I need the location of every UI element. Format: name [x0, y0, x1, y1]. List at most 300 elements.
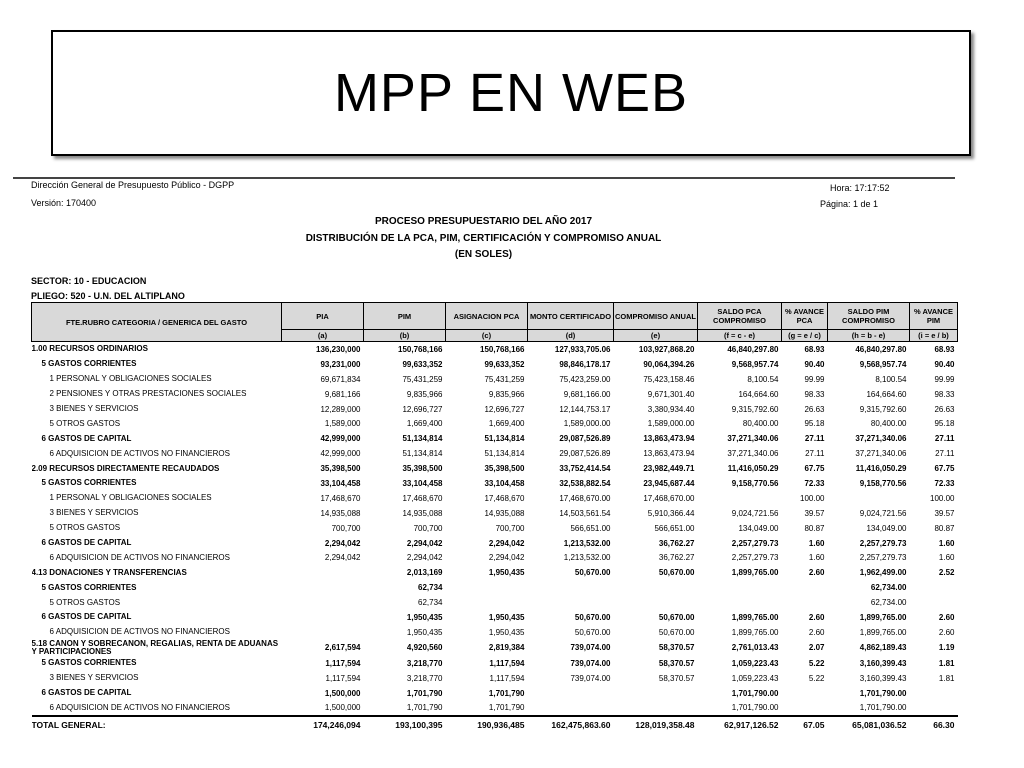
table-cell: 14,935,088 — [484, 508, 525, 518]
column-code: (d) — [528, 330, 614, 342]
table-cell: 62,734.00 — [870, 598, 907, 608]
table-cell — [782, 700, 828, 716]
table-cell: 2.60 — [808, 612, 825, 622]
table-cell — [282, 610, 364, 625]
table-cell: 58,370.57 — [658, 658, 695, 668]
row-label: 6 GASTOS DE CAPITAL — [41, 433, 132, 443]
table-row — [32, 686, 958, 701]
table-cell: 193,100,395 — [364, 716, 446, 732]
table-cell: 27.11 — [804, 434, 825, 444]
table-cell: 1,059,223.43 — [731, 658, 779, 668]
table-cell: 90.40 — [934, 359, 955, 369]
table-cell: 50,670.00 — [658, 612, 695, 622]
table-cell: 3,160,399.43 — [859, 658, 907, 668]
table-cell: 11,416,050.29 — [855, 464, 907, 474]
table-cell: 75,431,259 — [484, 374, 525, 384]
table-cell: 80.87 — [934, 523, 955, 533]
table-cell: 2,294,042 — [406, 538, 443, 548]
table-cell: 700,700 — [413, 523, 443, 533]
table-cell: 46,840,297.80 — [727, 344, 779, 354]
table-cell: 1.81 — [938, 673, 955, 683]
table-cell: 1,059,223.43 — [731, 673, 779, 683]
table-cell: 162,475,863.60 — [528, 716, 614, 732]
row-label: 2 PENSIONES Y OTRAS PRESTACIONES SOCIALES — [49, 389, 247, 399]
column-header: PIA — [282, 303, 364, 330]
table-cell: 13,863,473.94 — [643, 434, 695, 444]
table-row — [32, 506, 958, 521]
table-header-row — [32, 303, 958, 330]
table-cell: 134,049.00 — [866, 523, 907, 533]
table-cell — [614, 700, 698, 716]
table-cell: 1,950,435 — [406, 612, 443, 622]
column-code: (i = e / b) — [910, 330, 958, 342]
table-cell — [528, 580, 614, 595]
table-cell: 2.60 — [808, 627, 825, 637]
table-cell: 2,294,042 — [324, 553, 361, 563]
table-cell: 93,231,000 — [320, 359, 361, 369]
table-cell: 136,230,000 — [316, 344, 361, 354]
table-cell: 46,840,297.80 — [855, 344, 907, 354]
table-cell — [614, 580, 698, 595]
table-cell: 62,734 — [418, 583, 443, 593]
table-cell: 39.57 — [934, 508, 955, 518]
table-cell: 9,158,770.56 — [731, 478, 779, 488]
table-cell: 2.52 — [938, 568, 955, 578]
table-cell: 58,370.57 — [658, 673, 695, 683]
table-cell: 36,762.27 — [658, 538, 695, 548]
table-cell: 14,503,561.54 — [559, 508, 611, 518]
table-cell: 23,945,687.44 — [643, 478, 695, 488]
table-row — [32, 550, 958, 565]
table-cell: 2.60 — [808, 568, 825, 578]
table-cell: 8,100.54 — [747, 374, 779, 384]
table-cell: 75,423,259.00 — [559, 374, 611, 384]
table-row — [32, 416, 958, 431]
table-row — [32, 431, 958, 446]
table-cell: 134,049.00 — [738, 523, 779, 533]
table-cell: 1,701,790.00 — [859, 688, 907, 698]
table-cell: 1,899,765.00 — [731, 568, 779, 578]
table-cell: 127,933,705.06 — [554, 344, 611, 354]
table-cell: 9,024,721.56 — [731, 508, 779, 518]
table-cell: 2,257,279.73 — [731, 553, 779, 563]
table-cell: 37,271,340.06 — [855, 449, 907, 459]
table-cell: 33,752,414.54 — [559, 464, 611, 474]
table-cell: 739,074.00 — [570, 643, 611, 653]
row-label: 3 BIENES Y SERVICIOS — [49, 404, 139, 413]
row-label: 3 BIENES Y SERVICIOS — [49, 673, 139, 683]
row-label: 5 OTROS GASTOS — [49, 523, 121, 533]
table-cell: 1.60 — [808, 538, 825, 548]
table-cell — [782, 580, 828, 595]
slide-title-box — [51, 30, 971, 156]
table-cell — [528, 595, 614, 610]
table-cell: 29,087,526.89 — [559, 449, 611, 459]
column-code: (b) — [364, 330, 446, 342]
column-header: COMPROMISO ANUAL — [614, 303, 698, 330]
table-cell: 62,734.00 — [870, 583, 907, 593]
table-cell — [782, 686, 828, 701]
table-cell: 1.19 — [938, 643, 955, 653]
table-row — [32, 610, 958, 625]
table-cell: 9,671,301.40 — [647, 389, 695, 399]
table-cell: 26.63 — [934, 404, 955, 414]
table-cell: 1.60 — [808, 553, 825, 563]
table-cell: 1,950,435 — [488, 568, 525, 578]
table-cell: 1,701,790.00 — [731, 703, 779, 713]
table-cell: 37,271,340.06 — [727, 449, 779, 459]
table-row — [32, 595, 958, 610]
table-cell: 1,213,532.00 — [563, 538, 611, 548]
table-cell — [614, 686, 698, 701]
table-cell: 33,104,458 — [402, 478, 443, 488]
table-cell: 42,999,000 — [320, 434, 361, 444]
table-row — [32, 357, 958, 372]
table-row — [32, 372, 958, 387]
table-cell: 700,700 — [331, 523, 361, 533]
table-cell: 9,024,721.56 — [859, 508, 907, 518]
org-name: Dirección General de Presupuesto Público - DGPP — [31, 180, 235, 190]
column-code: (h = b - e) — [828, 330, 910, 342]
table-cell: 50,670.00 — [574, 627, 611, 637]
column-code: (f = c - e) — [698, 330, 782, 342]
table-cell: 17,468,670.00 — [643, 493, 695, 503]
table-cell: 5.22 — [808, 658, 825, 668]
table-cell — [614, 595, 698, 610]
table-row — [32, 342, 958, 357]
table-cell: 80,400.00 — [742, 419, 779, 429]
table-row — [32, 671, 958, 686]
table-cell: 100.00 — [930, 493, 955, 503]
column-header: PIM — [364, 303, 446, 330]
table-cell: 98.33 — [804, 389, 825, 399]
table-cell: 9,315,792.60 — [731, 404, 779, 414]
table-cell: 35,398,500 — [320, 464, 361, 474]
column-code: (c) — [446, 330, 528, 342]
sector-label: SECTOR: 10 - EDUCACION — [31, 276, 147, 286]
table-cell: 2,294,042 — [488, 538, 525, 548]
row-label: 1 PERSONAL Y OBLIGACIONES SOCIALES — [49, 374, 212, 384]
table-cell: 739,074.00 — [570, 658, 611, 668]
table-row — [32, 461, 958, 476]
table-cell: 8,100.54 — [875, 374, 907, 384]
table-cell — [698, 595, 782, 610]
table-cell — [282, 595, 364, 610]
table-cell: 2.60 — [938, 627, 955, 637]
page-label: Página: 1 de 1 — [820, 199, 879, 209]
table-cell: 4,862,189.43 — [859, 643, 907, 653]
table-cell: 17,468,670 — [320, 493, 361, 503]
table-cell — [782, 595, 828, 610]
table-cell: 69,671,834 — [320, 374, 361, 384]
table-cell: 95.18 — [804, 419, 825, 429]
table-cell: 29,087,526.89 — [559, 434, 611, 444]
table-cell: 72.33 — [804, 478, 825, 488]
table-cell: 1.60 — [938, 553, 955, 563]
table-cell: 128,019,358.48 — [614, 716, 698, 732]
column-header: MONTO CERTIFICADO — [528, 303, 614, 330]
table-cell: 68.93 — [934, 344, 955, 354]
table-cell — [698, 580, 782, 595]
table-cell — [282, 625, 364, 640]
table-cell: 39.57 — [804, 508, 825, 518]
column-code: (g = e / c) — [782, 330, 828, 342]
table-cell: 1,500,000 — [324, 688, 361, 698]
table-cell: 3,380,934.40 — [647, 404, 695, 414]
table-row — [32, 387, 958, 402]
table-cell: 164,664.60 — [866, 389, 907, 399]
table-cell: 1.81 — [938, 658, 955, 668]
table-cell: 700,700 — [495, 523, 525, 533]
row-label: 2.09 RECURSOS DIRECTAMENTE RECAUDADOS — [31, 463, 220, 473]
table-cell: 27.11 — [935, 449, 955, 459]
table-row — [32, 402, 958, 417]
table-cell: 98.33 — [934, 389, 955, 399]
table-cell: 50,670.00 — [658, 627, 695, 637]
table-cell: 190,936,485 — [446, 716, 528, 732]
row-label: 3 BIENES Y SERVICIOS — [49, 508, 139, 518]
table-cell: 98,846,178.17 — [559, 359, 611, 369]
report-title: PROCESO PRESUPUESTARIO DEL AÑO 2017 — [374, 216, 593, 227]
row-label: 5 GASTOS CORRIENTES — [41, 478, 137, 488]
row-label: 6 ADQUISICION DE ACTIVOS NO FINANCIEROS — [49, 552, 230, 562]
table-cell: 2,761,013.43 — [731, 643, 779, 653]
table-cell — [698, 491, 782, 506]
table-row — [32, 446, 958, 461]
table-cell: 1,117,594 — [325, 673, 361, 683]
table-cell: 1,899,765.00 — [859, 627, 907, 637]
time-label: Hora: 17:17:52 — [830, 183, 890, 193]
table-cell: 1,962,499.00 — [859, 568, 907, 578]
table-cell: 1,213,532.00 — [563, 553, 611, 563]
total-row — [32, 716, 958, 732]
row-label: 1.00 RECURSOS ORDINARIOS — [31, 344, 148, 354]
table-cell: 1,950,435 — [488, 612, 525, 622]
table-cell: 51,134,814 — [484, 434, 525, 444]
table-cell: 62,917,126.52 — [698, 716, 782, 732]
table-cell: 1,669,400 — [406, 419, 443, 429]
table-cell: 1,701,790.00 — [731, 688, 779, 698]
table-cell: 2.07 — [808, 643, 825, 653]
table-cell: 150,768,166 — [480, 344, 525, 354]
table-cell: 58,370.57 — [658, 643, 695, 653]
pliego-label: PLIEGO: 520 - U.N. DEL ALTIPLANO — [31, 291, 185, 301]
table-cell: 13,863,473.94 — [643, 449, 695, 459]
table-cell: 1,899,765.00 — [731, 612, 779, 622]
table-cell: 1,500,000 — [324, 703, 361, 713]
table-cell: 50,670.00 — [574, 612, 611, 622]
budget-report — [31, 175, 956, 768]
table-cell: 51,134,814 — [484, 449, 525, 459]
table-cell: 42,999,000 — [320, 449, 361, 459]
report-subtitle: DISTRIBUCIÓN DE LA PCA, PIM, CERTIFICACIÓN Y COMPROMISO ANUAL — [305, 233, 662, 244]
row-label: 5 GASTOS CORRIENTES — [41, 658, 137, 668]
table-cell: 9,835,966 — [406, 389, 443, 399]
table-cell: 99,633,352 — [484, 359, 525, 369]
table-cell: 2,294,042 — [406, 553, 443, 563]
table-cell: 9,568,957.74 — [731, 359, 779, 369]
row-label: 6 ADQUISICION DE ACTIVOS NO FINANCIEROS — [49, 627, 230, 637]
table-row — [32, 476, 958, 491]
row-label: 5 OTROS GASTOS — [49, 418, 121, 428]
table-cell: 1,589,000 — [324, 419, 361, 429]
table-cell: 2,294,042 — [488, 553, 525, 563]
table-cell: 80.87 — [804, 523, 825, 533]
table-cell: 65,081,036.52 — [828, 716, 910, 732]
row-label: 5.18 CANON Y SOBRECANON, REGALIAS, RENTA DE ADUANAS Y PARTICIPACIONES — [31, 639, 279, 656]
table-cell: 100.00 — [800, 493, 825, 503]
report-units: (EN SOLES) — [454, 249, 513, 260]
row-label: 5 OTROS GASTOS — [49, 597, 121, 607]
table-cell: 67.05 — [782, 716, 828, 732]
table-cell: 3,218,770 — [406, 658, 443, 668]
table-cell: 17,468,670 — [402, 493, 443, 503]
table-cell: 2,013,169 — [406, 568, 443, 578]
table-cell: 9,315,792.60 — [859, 404, 907, 414]
table-cell: 12,144,753.17 — [559, 404, 611, 414]
table-cell — [282, 580, 364, 595]
table-row — [32, 521, 958, 536]
table-cell: 1,117,594 — [325, 658, 361, 668]
table-cell: 9,835,966 — [488, 389, 525, 399]
table-cell: 9,681,166.00 — [563, 389, 611, 399]
table-cell: 17,468,670.00 — [559, 493, 611, 503]
table-cell — [910, 686, 958, 701]
table-cell: 3,160,399.43 — [859, 673, 907, 683]
row-label: 5 GASTOS CORRIENTES — [41, 582, 137, 592]
top-rule — [13, 177, 955, 179]
table-cell: 1,117,594 — [489, 673, 525, 683]
table-cell: 14,935,088 — [402, 508, 443, 518]
row-label: 6 ADQUISICION DE ACTIVOS NO FINANCIEROS — [49, 702, 230, 712]
table-cell: 27.11 — [805, 449, 825, 459]
table-cell: 95.18 — [934, 419, 955, 429]
table-cell: 12,696,727 — [402, 404, 443, 414]
table-cell — [282, 565, 364, 580]
table-cell: 1,117,594 — [489, 658, 525, 668]
table-cell: 2,819,384 — [488, 643, 525, 653]
slide-title: MPP EN WEB — [333, 63, 689, 123]
table-cell: 11,416,050.29 — [727, 464, 779, 474]
table-cell: 1.60 — [938, 538, 955, 548]
table-cell: 51,134,814 — [402, 449, 443, 459]
table-cell: 1,589,000.00 — [563, 419, 611, 429]
table-cell: 90,064,394.26 — [643, 359, 695, 369]
table-cell: 50,670.00 — [658, 568, 695, 578]
table-row — [32, 656, 958, 671]
table-cell: 1,669,400 — [488, 419, 525, 429]
table-cell: 9,568,957.74 — [859, 359, 907, 369]
table-cell: 37,271,340.06 — [727, 434, 779, 444]
table-cell: 12,696,727 — [484, 404, 525, 414]
table-cell: 75,431,259 — [402, 374, 443, 384]
table-cell: 33,104,458 — [320, 478, 361, 488]
table-cell: 66.30 — [910, 716, 958, 732]
table-body — [32, 342, 958, 733]
column-header: SALDO PIM COMPROMISO — [828, 303, 910, 330]
table-cell: 99.99 — [804, 374, 825, 384]
table-cell: 739,074.00 — [570, 673, 611, 683]
column-header: % AVANCE PCA — [782, 303, 828, 330]
table-cell: 17,468,670 — [484, 493, 525, 503]
table-row — [32, 580, 958, 595]
table-cell: 1,950,435 — [488, 627, 525, 637]
table-cell: 1,701,790 — [488, 688, 525, 698]
table-cell: 150,768,166 — [398, 344, 443, 354]
row-label: 6 GASTOS DE CAPITAL — [41, 538, 132, 548]
table-cell: 9,681,166 — [324, 389, 361, 399]
table-cell: 51,134,814 — [402, 434, 443, 444]
table-cell: 5.22 — [808, 673, 825, 683]
table-row — [32, 491, 958, 506]
table-row — [32, 565, 958, 580]
column-code: (e) — [614, 330, 698, 342]
table-cell: 14,935,088 — [320, 508, 361, 518]
table-row — [32, 640, 958, 656]
row-label: TOTAL GENERAL: — [32, 716, 282, 732]
table-cell: 103,927,868.20 — [638, 344, 695, 354]
row-label: 6 ADQUISICION DE ACTIVOS NO FINANCIEROS — [49, 448, 230, 458]
table-cell: 566,651.00 — [570, 523, 611, 533]
version-label: Versión: 170400 — [31, 198, 97, 208]
table-cell: 1,950,435 — [406, 627, 443, 637]
table-cell — [446, 580, 528, 595]
table-cell: 2,257,279.73 — [859, 553, 907, 563]
table-cell: 62,734 — [418, 598, 443, 608]
table-cell: 33,104,458 — [484, 478, 525, 488]
table-cell: 164,664.60 — [738, 389, 779, 399]
table-cell: 67.75 — [934, 464, 955, 474]
table-row — [32, 700, 958, 716]
table-cell: 35,398,500 — [402, 464, 443, 474]
table-cell: 72.33 — [934, 478, 955, 488]
table-cell — [910, 700, 958, 716]
budget-table — [31, 302, 958, 732]
table-cell: 1,899,765.00 — [859, 612, 907, 622]
table-cell: 23,982,449.71 — [643, 464, 695, 474]
table-cell: 68.93 — [804, 344, 825, 354]
table-cell — [528, 700, 614, 716]
table-cell: 99.99 — [934, 374, 955, 384]
table-cell: 9,158,770.56 — [859, 478, 907, 488]
table-cell: 35,398,500 — [484, 464, 525, 474]
table-row — [32, 625, 958, 640]
table-cell — [528, 686, 614, 701]
column-header: % AVANCE PIM — [910, 303, 958, 330]
table-cell: 2,257,279.73 — [859, 538, 907, 548]
table-cell: 2,617,594 — [324, 643, 361, 653]
table-cell: 174,246,094 — [282, 716, 364, 732]
table-cell: 3,218,770 — [406, 673, 443, 683]
row-label: 5 GASTOS CORRIENTES — [41, 359, 137, 369]
label-column-header: FTE.RUBRO CATEGORIA / GENERICA DEL GASTO — [32, 303, 282, 342]
table-cell: 2,294,042 — [324, 538, 361, 548]
table-cell: 12,289,000 — [320, 404, 361, 414]
table-cell: 80,400.00 — [870, 419, 907, 429]
table-cell: 50,670.00 — [574, 568, 611, 578]
table-cell: 1,701,790 — [406, 688, 443, 698]
table-cell — [828, 491, 910, 506]
table-cell: 99,633,352 — [402, 359, 443, 369]
table-cell: 26.63 — [804, 404, 825, 414]
table-cell: 2,257,279.73 — [731, 538, 779, 548]
column-header: ASIGNACION PCA — [446, 303, 528, 330]
row-label: 6 GASTOS DE CAPITAL — [41, 688, 132, 698]
table-cell: 5,910,366.44 — [647, 508, 695, 518]
table-cell: 90.40 — [804, 359, 825, 369]
table-cell: 37,271,340.06 — [855, 434, 907, 444]
row-label: 6 GASTOS DE CAPITAL — [41, 612, 132, 622]
